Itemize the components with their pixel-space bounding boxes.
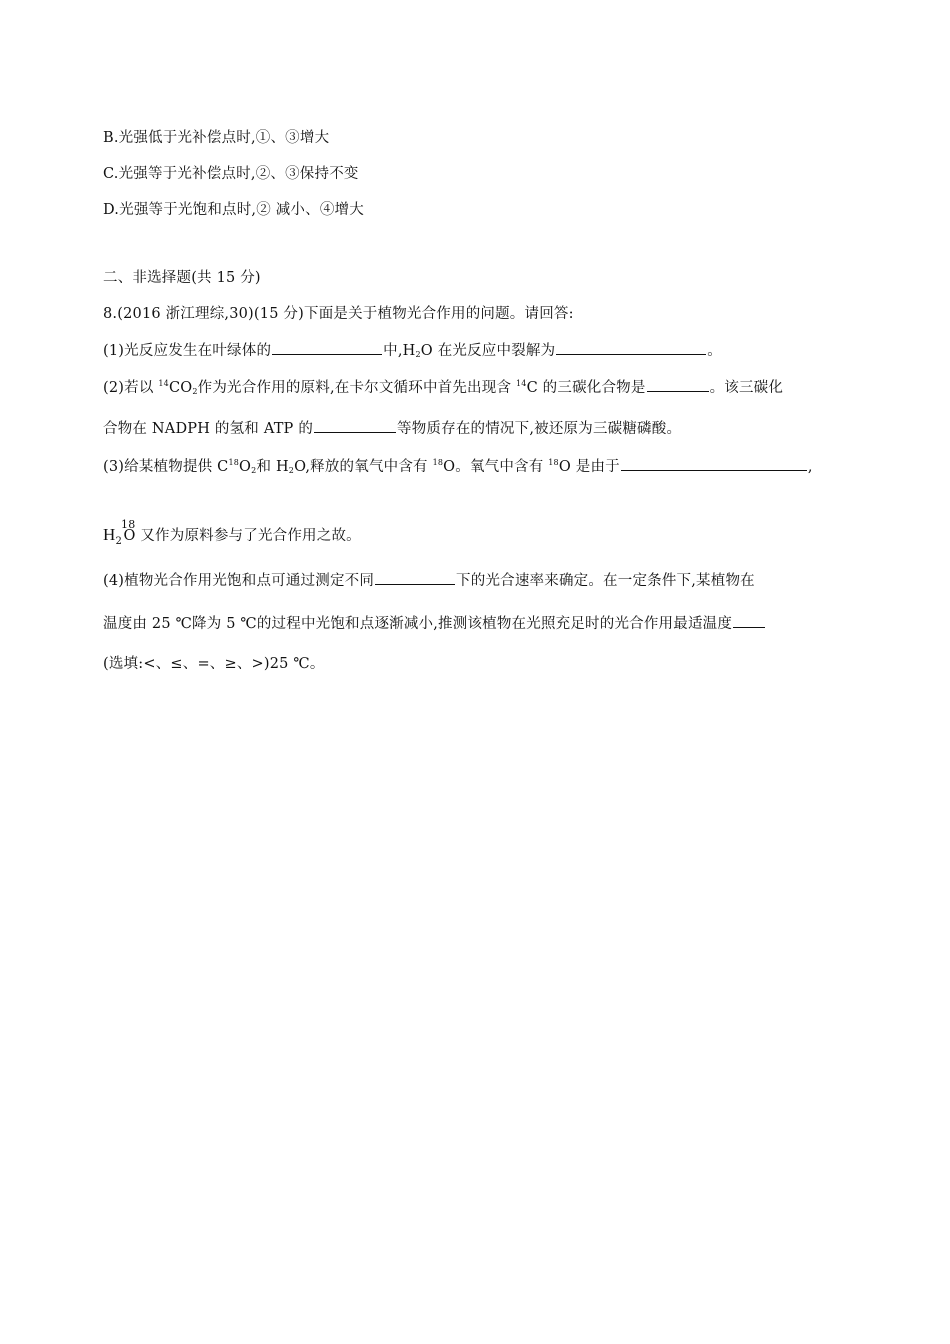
option-b: B.光强低于光补偿点时,①、③增大 <box>103 130 330 146</box>
question-8-part-4-cont: 温度由 25 ℃降为 5 ℃的过程中光饱和点逐渐减小,推测该植物在光照充足时的光合作用最适温度 <box>103 613 766 634</box>
answer-blank[interactable] <box>375 570 455 585</box>
answer-blank[interactable] <box>272 340 382 355</box>
question-8-part-3-cont: $H_2^{18}O$ 又作为原料参与了光合作用之故。 <box>103 518 361 547</box>
answer-blank[interactable] <box>314 418 396 433</box>
question-8-part-1: (1)光反应发生在叶绿体的 中$,H_2O$ 在光反应中裂解为 。 <box>103 340 722 361</box>
question-8-stem: 8.(2016 浙江理综,30)(15 分)下面是关于植物光合作用的问题。请回答: <box>103 306 574 322</box>
question-8-part-2-cont: 合物在 NADPH 的氢和 ATP 的 等物质存在的情况下,被还原为三碳糖磷酸。 <box>103 418 681 439</box>
option-c: C.光强等于光补偿点时,②、③保持不变 <box>103 166 359 182</box>
question-8-part-2: (2)若以 $^{14}CO_2$作为光合作用的原料,在卡尔文循环中首先出现含 $^{14}$C 的三碳化合物是 。该三碳化 <box>103 379 784 396</box>
question-8-part-4: (4)植物光合作用光饱和点可通过测定不同 下的光合速率来确定。在一定条件下,某植物在 <box>103 570 755 591</box>
answer-blank[interactable] <box>621 456 807 471</box>
section-title: 二、非选择题(共 15 分) <box>103 270 261 286</box>
question-8-part-4-options: (选填:<、≤、=、≥、>)25 ℃。 <box>103 656 325 672</box>
answer-blank[interactable] <box>556 340 706 355</box>
answer-blank[interactable] <box>647 377 709 392</box>
answer-blank[interactable] <box>733 613 765 628</box>
question-8-part-3: (3)给某植物提供 $C^{18}O_2$和 $H_2O$,释放的氧气中含有 $^{18}$O。氧气中含有 $^{18}$O 是由于 , <box>103 458 813 475</box>
option-d: D.光强等于光饱和点时,② 减小、④增大 <box>103 202 364 218</box>
